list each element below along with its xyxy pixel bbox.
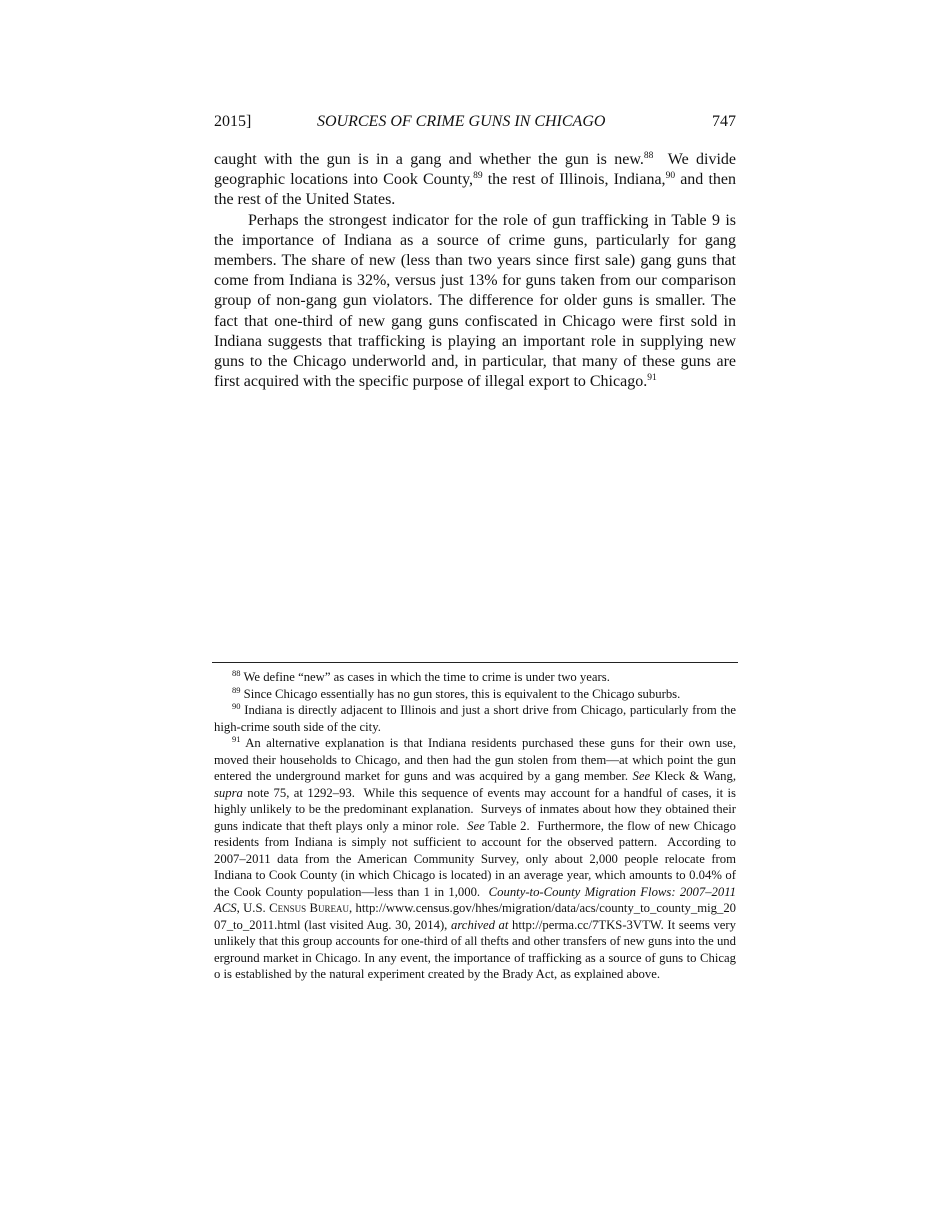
footnote-89 (214, 686, 736, 703)
footnote-text: Kleck & Wang, (650, 769, 736, 783)
signal-supra: supra (214, 785, 243, 800)
paragraph-1-text: caught with the gun is in a gang and whether the gun is new. (214, 151, 644, 168)
footnote-url-text[interactable]: , http://www.census.gov/hhes/migration/data/acs/county_to_county_mig_2007_to_2011.html (last visited Aug. 30, 2014), (214, 901, 737, 932)
running-header (214, 113, 736, 133)
paragraph-1 (214, 150, 741, 211)
footnote-number: 89 (232, 684, 241, 695)
census-bureau: Census Bureau (269, 901, 349, 915)
footnote-text: http://perma.cc/7TKS-3VTW. It seems very unlikely that this group accounts for one-third of all thefts and other transfers of new guns into the underground market in Chicago. In any event, the importance of trafficking as a source of guns to Chicago is established by the natural experiment created by the Brady Act, as explained above. (214, 917, 736, 981)
footnote-text: note 75, at 1292–93. While this sequence of events may account for a handful of cases, it is highly unlikely to be the predominant explanation. Surveys of inmates about how they obtained their guns indicate that theft plays only a minor role. (214, 785, 740, 833)
header-year: 2015] (214, 113, 252, 130)
footnote-text: Table 2. Furthermore, the flow of new Chicago residents from Indiana is simply not sufficient to account for the observed pattern. According to 2007–2011 data from the American Community Survey, only about 2,000 people relocate from Indiana to Cook County (in which Chicago is located) in an average year, which amounts to 0.04% of the Cook County population—less than 1 in 1,000. (214, 818, 740, 899)
footnote-ref-91[interactable]: 91 (647, 373, 657, 384)
footnote-90 (214, 702, 736, 735)
cited-title: County-to-County Migration Flows: 2007–2011 ACS (214, 884, 736, 915)
footnote-88 (214, 669, 736, 686)
paragraph-1-text: and then the rest of the United States. (214, 171, 736, 209)
archived-at: archived at (451, 917, 509, 932)
paragraph-1-text: the rest of Illinois, Indiana, (482, 171, 666, 189)
footnote-ref-90[interactable]: 90 (665, 171, 676, 182)
footnotes (214, 668, 740, 983)
signal-see: See (632, 769, 651, 783)
footnote-text: Since Chicago essentially has no gun stores, this is equivalent to the Chicago suburbs. (240, 686, 681, 701)
footnote-text: , U.S. (236, 901, 270, 915)
footnote-text: We define “new” as cases in which the time to crime is under two years. (240, 670, 610, 684)
footnote-ref-89[interactable]: 89 (473, 171, 483, 182)
footnote-text: Indiana is directly adjacent to Illinois and just a short drive from Chicago, particularly from the high-crime south side of the city. (214, 703, 736, 734)
body-text (214, 150, 741, 392)
footnote-ref-88[interactable]: 88 (643, 151, 654, 161)
signal-see: See (467, 818, 485, 833)
paragraph-2 (214, 211, 736, 393)
footnote-number: 90 (232, 701, 241, 711)
footnote-divider (212, 662, 738, 663)
footnote-number: 88 (232, 668, 241, 678)
footnote-91 (214, 734, 740, 983)
footnote-number: 91 (232, 734, 241, 744)
footnote-text: An alternative explanation is that Indiana residents purchased these guns for their own use, moved their households to Chicago, and then had the gun stolen from them—at which point the gun entered the underground market for guns and was acquired by a gang member. (214, 736, 736, 783)
running-title: SOURCES OF CRIME GUNS IN CHICAGO (317, 113, 606, 130)
page-number: 747 (712, 113, 736, 130)
paragraph-2-text: Perhaps the strongest indicator for the role of gun trafficking in Table 9 is the importance of Indiana as a source of crime guns, particularly for gang members. The share of new (less than two years since first sale) gang guns that come from Indiana is 32%, versus just 13% for guns taken from our comparison group of non-gang gun violators. The difference for older guns is smaller. The fact that one-third of new gang guns confiscated in Chicago were first sold in Indiana suggests that trafficking is playing an important role in supplying new guns to the Chicago underworld and, in particular, that many of these guns are first acquired with the specific purpose of illegal export to Chicago. (214, 211, 736, 391)
paragraph-1-text: We divide geographic locations into Cook County, (214, 151, 741, 189)
